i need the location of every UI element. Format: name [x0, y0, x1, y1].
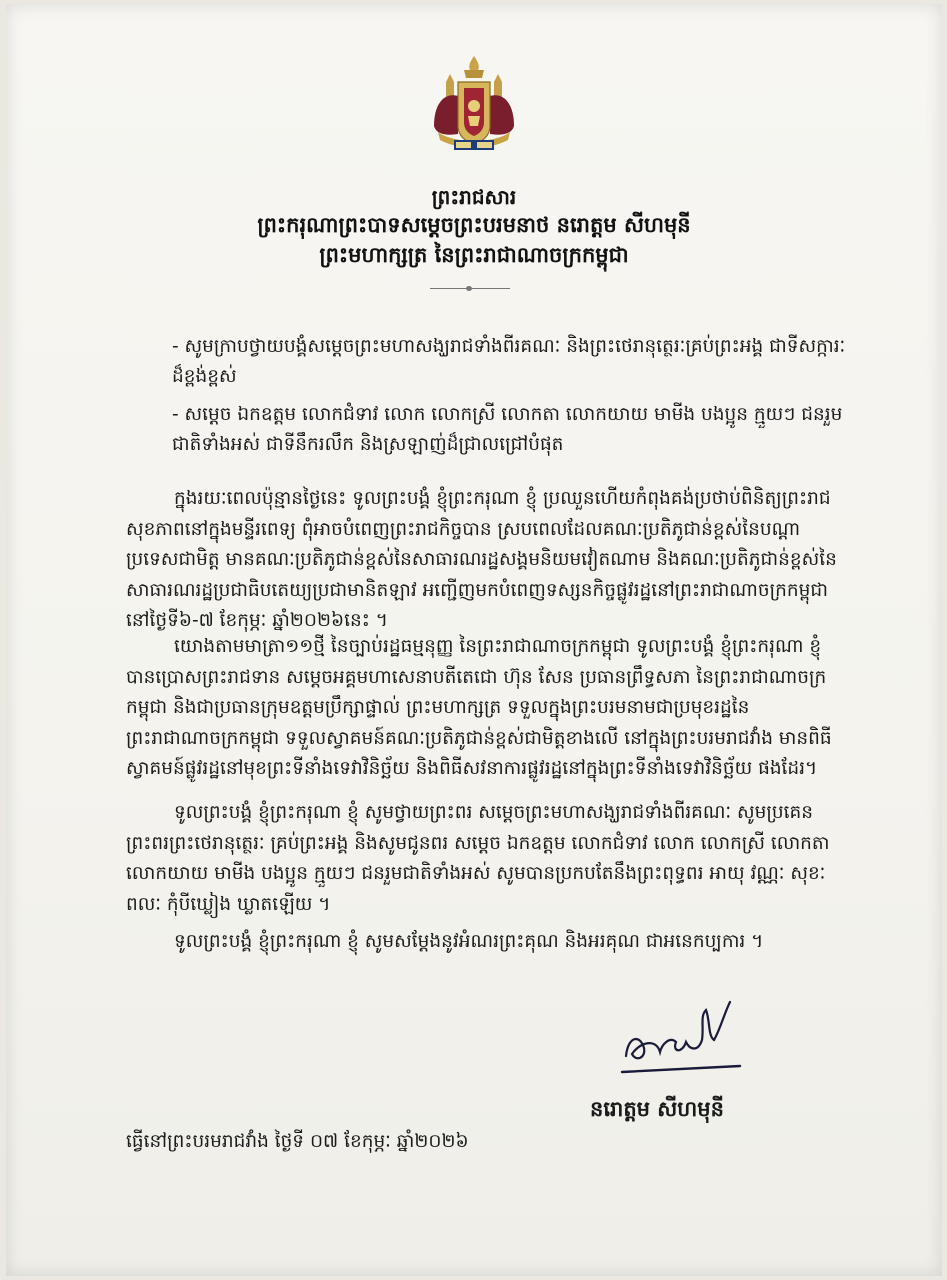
body-paragraph: ទូលព្រះបង្គំ ខ្ញុំព្រះករុណា ខ្ញុំ សូមថ្វាយព្រះពរ សម្តេចព្រះមហាសង្ឃរាជទាំងពីរគណៈ សូមប្រគេនព្រះពរព្រះថេរានុត្ថេរៈ គ្រប់ព្រះអង្គ និងសូមជូនពរ សម្តេច ឯកឧត្តម លោកជំទាវ លោក លោកស្រី លោកតា លោកយាយ មាមីង បងប្អូន ក្មួយៗ ជនរួមជាតិទាំងអស់ សូមបានប្រកបតែនឹងព្រះពុទ្ធពរ អាយុ វណ្ណៈ សុខៈ ពលៈ កុំបីឃ្លៀង ឃ្លាតឡើយ ។: [126, 802, 830, 915]
document-title: ព្រះរាជសារ: [431, 185, 517, 209]
letter-page: [6, 4, 942, 1276]
body-paragraph: ក្នុងរយៈពេលប៉ុន្មានថ្ងៃនេះ ទូលព្រះបង្គំ ខ្ញុំព្រះករុណា ខ្ញុំ ប្រឈួនហើយកំពុងគង់ប្រថាប់ពិនិត្យព្រះរាជសុខភាពនៅក្នុងមន្ទីរពេទ្យ ពុំអាចបំពេញព្រះរាជកិច្ចបាន ស្របពេលដែលគណៈប្រតិភូជាន់ខ្ពស់នៃបណ្តាប្រទេសជាមិត្ត មានគណៈប្រតិភូជាន់ខ្ពស់នៃសាធារណរដ្ឋសង្គមនិយមវៀតណាម និងគណៈប្រតិភូជាន់ខ្ពស់នៃសាធារណរដ្ឋប្រជាធិបតេយ្យប្រជាមានិតឡាវ អញ្ជើញមកបំពេញទស្សនកិច្ចផ្លូវរដ្ឋនៅព្រះរាជាណាចក្រកម្ពុជា នៅថ្ងៃទី៦-៧ ខែកុម្ភៈ ឆ្នាំ២០២៦នេះ ។: [126, 488, 837, 631]
date-month-year: ខែកុម្ភៈ ឆ្នាំ២០២៦: [344, 1131, 469, 1152]
date-place-prefix: ធ្វើនៅព្រះបរមរាជវាំង ថ្ងៃទី: [126, 1131, 305, 1152]
salutation-item: - សូមក្រាបថ្វាយបង្គំសម្តេចព្រះមហាសង្ឃរាជទាំងពីរគណៈ និងព្រះថេរានុត្ថេរៈគ្រប់ព្រះអង្គ ជាទីសក្ការៈដ៏ខ្ពង់ខ្ពស់: [172, 336, 846, 387]
date-line: [126, 1130, 469, 1157]
royal-coat-of-arms-emblem: [424, 52, 524, 156]
salutation-item: - សម្តេច ឯកឧត្តម លោកជំទាវ លោក លោកស្រី លោកតា លោកយាយ មាមីង បងប្អូន ក្មួយៗ ជនរួមជាតិទាំងអស់ ជាទីនឹករលឹក និងស្រឡាញ់ដ៏ជ្រាលជ្រៅបំផុត: [172, 404, 843, 455]
ornamental-divider: [430, 288, 510, 289]
handwritten-signature: [616, 996, 746, 1080]
body-paragraph: ទូលព្រះបង្គំ ខ្ញុំព្រះករុណា ខ្ញុំ សូមសម្តែងនូវអំណរព្រះគុណ និងអរគុណ ជាអនេកប្បការ ។: [174, 931, 764, 952]
king-royal-title: ព្រះករុណាព្រះបាទសម្តេចព្រះបរមនាថ នរោត្តម សីហមុនី: [257, 213, 691, 237]
signatory-name: នរោត្តម សីហមុនី: [590, 1097, 724, 1121]
date-day: ០៧: [309, 1131, 339, 1152]
kingdom-title: ព្រះមហាក្សត្រ នៃព្រះរាជាណាចក្រកម្ពុជា: [319, 243, 629, 267]
body-paragraph: យោងតាមមាត្រា១១ថ្មី នៃច្បាប់រដ្ឋធម្មនុញ្ញ នៃព្រះរាជាណាចក្រកម្ពុជា ទូលព្រះបង្គំ ខ្ញុំព្រះករុណា ខ្ញុំ បានប្រោសព្រះរាជទាន សម្តេចអគ្គមហាសេនាបតីតេជោ ហ៊ុន សែន ប្រធានព្រឹទ្ធសភា នៃព្រះរាជាណាចក្រកម្ពុជា និងជាប្រធានក្រុមឧត្តមប្រឹក្សាផ្ទាល់ ព្រះមហាក្សត្រ ទទួលក្នុងព្រះបរមនាមជាប្រមុខរដ្ឋនៃព្រះរាជាណាចក្រកម្ពុជា ទទួលស្វាគមន៍គណៈប្រតិភូជាន់ខ្ពស់ជាមិត្តខាងលើ នៅក្នុងព្រះបរមរាជវាំង មានពិធីស្វាគមន៍ផ្លូវរដ្ឋនៅមុខព្រះទីនាំងទេវាវិនិច្ឆ័យ និងពិធីសវនាការផ្លូវរដ្ឋនៅក្នុងព្រះទីនាំងទេវាវិនិច្ឆ័យ ផងដែរ។: [126, 636, 832, 779]
